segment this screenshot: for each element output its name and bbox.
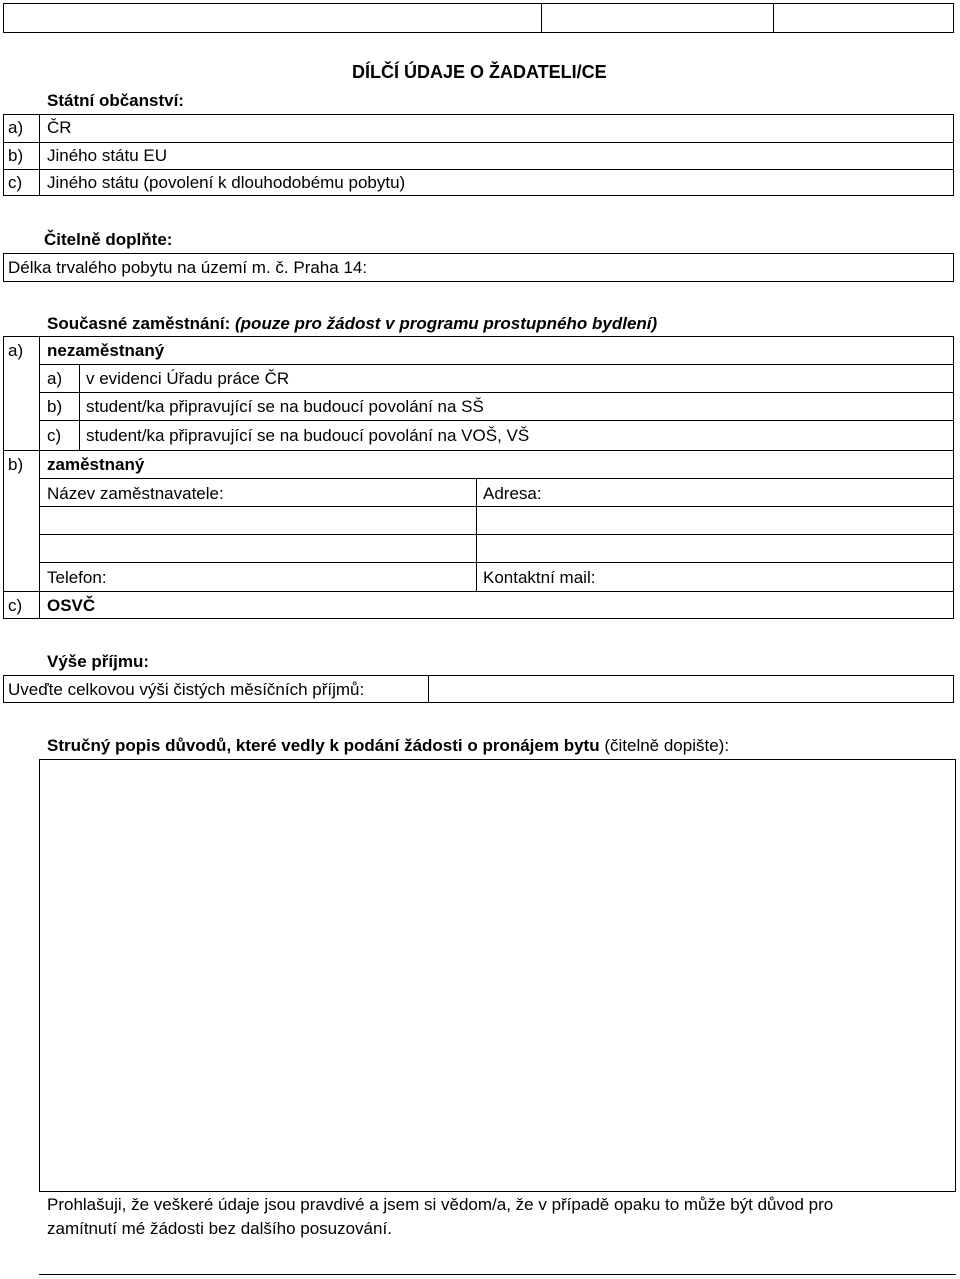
option-label: zaměstnaný <box>47 455 145 474</box>
income-label: Uveďte celkovou výši čistých měsíčních příjmů: <box>8 680 365 699</box>
option-letter: a) <box>8 118 24 137</box>
phone-label: Telefon: <box>47 568 107 587</box>
option-label: OSVČ <box>47 596 96 615</box>
address-label: Adresa: <box>483 484 542 503</box>
header-field-1[interactable] <box>5 5 539 31</box>
fill-in-heading: Čitelně doplňte: <box>44 230 173 249</box>
option-label: Jiného státu (povolení k dlouhodobému pobytu) <box>47 173 406 192</box>
unemployed-sub-option-student-vs[interactable] <box>39 420 954 450</box>
reasons-textarea[interactable] <box>39 759 956 1192</box>
reasons-heading-row <box>47 736 729 756</box>
declaration-line-1: Prohlašuji, že veškeré údaje jsou pravdivé a jsem si vědom/a, že v případě opaku to může být důvod pro <box>47 1195 834 1214</box>
table-col-divider <box>428 675 429 703</box>
option-letter: a) <box>8 341 24 360</box>
address-field[interactable] <box>478 507 952 561</box>
option-letter: c) <box>8 173 23 192</box>
header-field-2[interactable] <box>543 5 771 31</box>
citizenship-option-eu[interactable] <box>3 142 954 169</box>
unemployed-sub-option-labour-office[interactable] <box>39 364 954 392</box>
citizenship-option-cr[interactable] <box>3 114 954 142</box>
option-letter: b) <box>8 455 24 474</box>
sub-option-label: student/ka připravující se na budoucí povolání na SŠ <box>86 397 484 416</box>
employment-option-employed[interactable] <box>3 450 954 478</box>
declaration-line-2: zamítnutí mé žádosti bez dalšího posuzování. <box>47 1219 392 1238</box>
employer-name-label: Název zaměstnavatele: <box>47 484 224 503</box>
employment-option-self-employed[interactable] <box>3 591 954 619</box>
signature-line[interactable] <box>39 1274 956 1275</box>
header-table-divider <box>541 3 542 33</box>
option-label: ČR <box>47 118 72 137</box>
table-row-divider <box>39 478 954 479</box>
sub-option-letter: c) <box>47 426 62 445</box>
option-label: nezaměstnaný <box>47 341 165 360</box>
header-table-divider <box>773 3 774 33</box>
employment-heading: Současné zaměstnání: <box>47 314 231 333</box>
income-input[interactable] <box>430 677 952 701</box>
sub-option-label: student/ka připravující se na budoucí povolání na VOŠ, VŠ <box>86 426 530 445</box>
citizenship-option-other[interactable] <box>3 169 954 196</box>
option-letter: b) <box>8 146 24 165</box>
reasons-heading: Stručný popis důvodů, které vedly k podání žádosti o pronájem bytu <box>47 736 600 755</box>
employment-option-unemployed[interactable] <box>3 336 954 364</box>
email-label: Kontaktní mail: <box>483 568 596 587</box>
header-field-3[interactable] <box>775 5 952 31</box>
citizenship-heading: Státní občanství: <box>47 91 184 110</box>
option-label: Jiného státu EU <box>47 146 168 165</box>
table-col-divider <box>476 478 477 591</box>
page-title: DÍLČÍ ÚDAJE O ŽADATELI/CE <box>352 62 607 82</box>
employment-heading-note: (pouze pro žádost v programu prostupného bydlení) <box>235 314 658 333</box>
employment-heading-row <box>47 314 657 334</box>
income-heading: Výše příjmu: <box>47 652 150 671</box>
unemployed-sub-option-student-ss[interactable] <box>39 392 954 420</box>
residence-label: Délka trvalého pobytu na území m. č. Praha 14: <box>8 258 368 277</box>
reasons-heading-note: (čitelně dopište): <box>604 736 730 755</box>
employer-name-field[interactable] <box>41 507 475 561</box>
sub-option-letter: b) <box>47 397 63 416</box>
sub-option-letter: a) <box>47 369 63 388</box>
option-letter: c) <box>8 596 23 615</box>
table-row-divider <box>39 562 954 563</box>
sub-option-label: v evidenci Úřadu práce ČR <box>86 369 290 388</box>
